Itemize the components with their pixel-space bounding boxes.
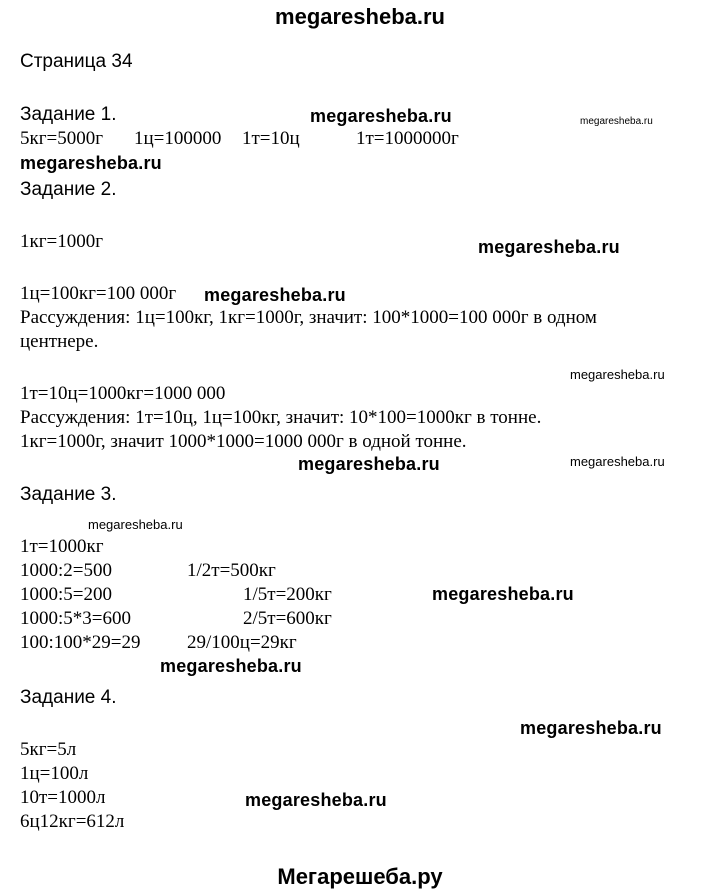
task4-line: 10т=1000л bbox=[20, 787, 106, 808]
watermark: megaresheba.ru bbox=[88, 517, 183, 532]
task4-line: 6ц12кг=612л bbox=[20, 811, 125, 832]
task2-reasoning: 1кг=1000г, значит 1000*1000=1000 000г в одной тонне. bbox=[20, 431, 467, 452]
task3-calc: 1000:5=200 bbox=[20, 584, 112, 605]
task1-part: 5кг=5000г bbox=[20, 128, 104, 149]
task2-reasoning: Рассуждения: 1ц=100кг, 1кг=1000г, значит: 100*1000=100 000г в одном bbox=[20, 307, 597, 328]
task2-line: 1т=10ц=1000кг=1000 000 bbox=[20, 383, 226, 404]
watermark: megaresheba.ru bbox=[160, 656, 302, 676]
task1-part: 1т=10ц bbox=[242, 128, 300, 149]
task2-title: Задание 2. bbox=[20, 179, 117, 200]
task2-line: 1кг=1000г bbox=[20, 231, 104, 252]
task4-line: 1ц=100л bbox=[20, 763, 89, 784]
page-title: Страница 34 bbox=[20, 51, 133, 72]
task3-calc: 100:100*29=29 bbox=[20, 632, 141, 653]
task4-title: Задание 4. bbox=[20, 687, 117, 708]
task3-result: 29/100ц=29кг bbox=[187, 632, 297, 653]
watermark: megaresheba.ru bbox=[478, 237, 620, 257]
task3-calc: 1000:5*3=600 bbox=[20, 608, 131, 629]
site-footer: Мегарешеба.ру bbox=[277, 864, 443, 889]
task1-title: Задание 1. bbox=[20, 104, 117, 125]
task2-reasoning: Рассуждения: 1т=10ц, 1ц=100кг, значит: 10*100=1000кг в тонне. bbox=[20, 407, 542, 428]
task3-title: Задание 3. bbox=[20, 484, 117, 505]
watermark: megaresheba.ru bbox=[298, 454, 440, 474]
task1-part: 1т=1000000г bbox=[356, 128, 459, 149]
task3-result: 2/5т=600кг bbox=[243, 608, 332, 629]
watermark: megaresheba.ru bbox=[570, 367, 665, 382]
watermark: megaresheba.ru bbox=[310, 106, 452, 126]
watermark: megaresheba.ru bbox=[432, 584, 574, 604]
task4-line: 5кг=5л bbox=[20, 739, 77, 760]
task3-result: 1/5т=200кг bbox=[243, 584, 332, 605]
task3-calc: 1000:2=500 bbox=[20, 560, 112, 581]
watermark: megaresheba.ru bbox=[204, 285, 346, 305]
watermark: megaresheba.ru bbox=[245, 790, 387, 810]
task1-part: 1ц=100000 bbox=[134, 128, 222, 149]
task3-line: 1т=1000кг bbox=[20, 536, 104, 557]
watermark: megaresheba.ru bbox=[580, 116, 653, 127]
task2-line: 1ц=100кг=100 000г bbox=[20, 283, 177, 304]
watermark: megaresheba.ru bbox=[20, 153, 162, 173]
task3-result: 1/2т=500кг bbox=[187, 560, 276, 581]
watermark: megaresheba.ru bbox=[520, 718, 662, 738]
site-header: megaresheba.ru bbox=[275, 4, 445, 29]
task2-reasoning: центнере. bbox=[20, 331, 99, 352]
watermark: megaresheba.ru bbox=[570, 454, 665, 469]
